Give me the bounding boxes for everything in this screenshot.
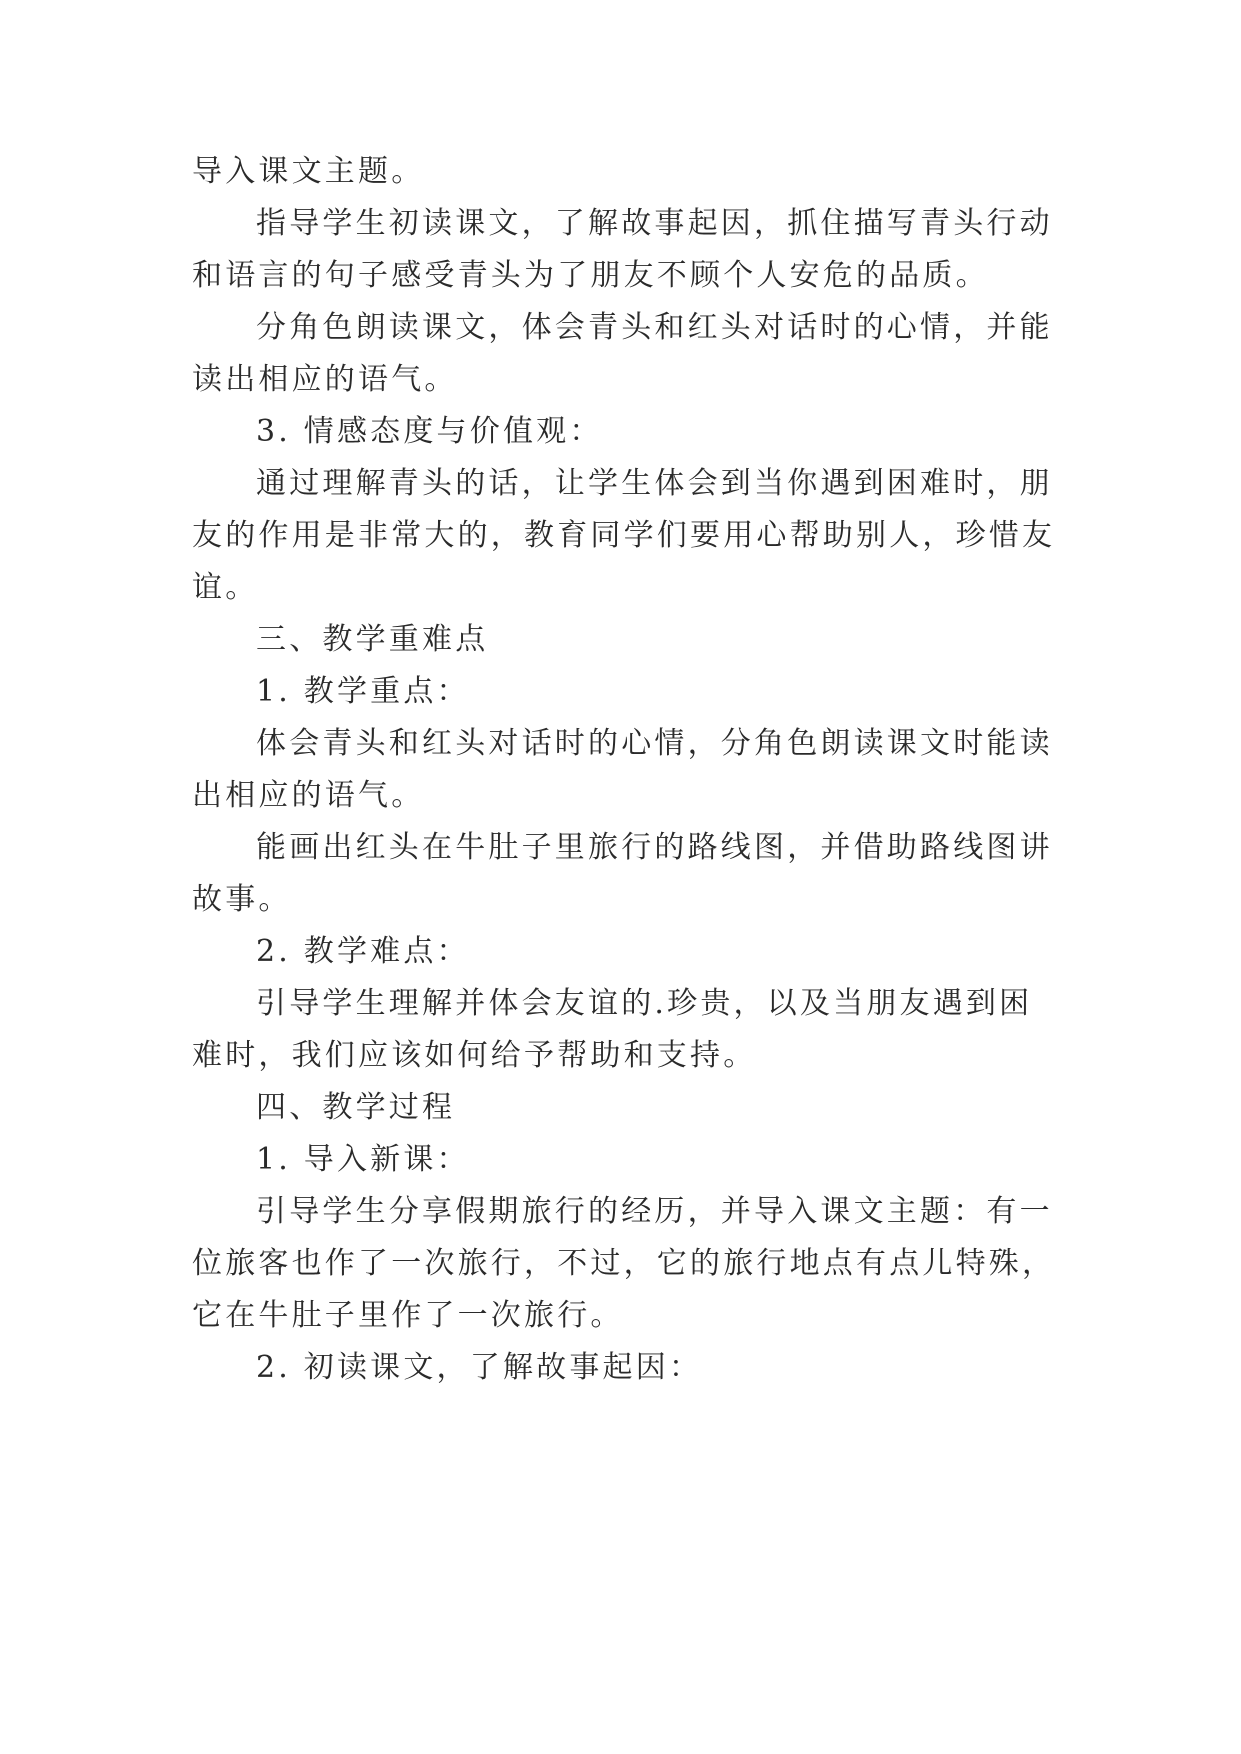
section-heading: 1. 教学重点： bbox=[256, 674, 470, 709]
section-heading: 四、教学过程 bbox=[256, 1090, 456, 1125]
text-line: 能画出红头在牛肚子里旅行的路线图，并借助路线图讲 bbox=[256, 830, 1053, 865]
text-line: 友的作用是非常大的，教育同学们要用心帮助别人，珍惜友 bbox=[192, 518, 1056, 553]
text-line: 故事。 bbox=[192, 882, 292, 917]
text-line: 分角色朗读课文，体会青头和红头对话时的心情，并能 bbox=[256, 310, 1053, 345]
section-heading: 1. 导入新课： bbox=[256, 1142, 470, 1177]
text-line: 通过理解青头的话，让学生体会到当你遇到困难时，朋 bbox=[256, 466, 1053, 501]
text-line: 谊。 bbox=[192, 570, 259, 605]
text-line: 难时，我们应该如何给予帮助和支持。 bbox=[192, 1038, 757, 1073]
section-heading: 2. 初读课文，了解故事起因： bbox=[256, 1350, 703, 1385]
text-line: 位旅客也作了一次旅行，不过，它的旅行地点有点儿特殊， bbox=[192, 1246, 1056, 1281]
text-line: 和语言的句子感受青头为了朋友不顾个人安危的品质。 bbox=[192, 258, 989, 293]
section-heading: 三、教学重难点 bbox=[256, 622, 489, 657]
text-line: 读出相应的语气。 bbox=[192, 362, 458, 397]
text-line: 出相应的语气。 bbox=[192, 778, 425, 813]
text-line: 指导学生初读课文，了解故事起因，抓住描写青头行动 bbox=[256, 206, 1053, 241]
text-line: 引导学生分享假期旅行的经历，并导入课文主题：有一 bbox=[256, 1194, 1053, 1229]
text-line: 引导学生理解并体会友谊的.珍贵，以及当朋友遇到困 bbox=[256, 986, 1033, 1021]
section-heading: 3. 情感态度与价值观： bbox=[256, 414, 603, 449]
section-heading: 2. 教学难点： bbox=[256, 934, 470, 969]
text-line: 它在牛肚子里作了一次旅行。 bbox=[192, 1298, 624, 1333]
text-line: 导入课文主题。 bbox=[192, 154, 425, 189]
text-line: 体会青头和红头对话时的心情，分角色朗读课文时能读 bbox=[256, 726, 1053, 761]
